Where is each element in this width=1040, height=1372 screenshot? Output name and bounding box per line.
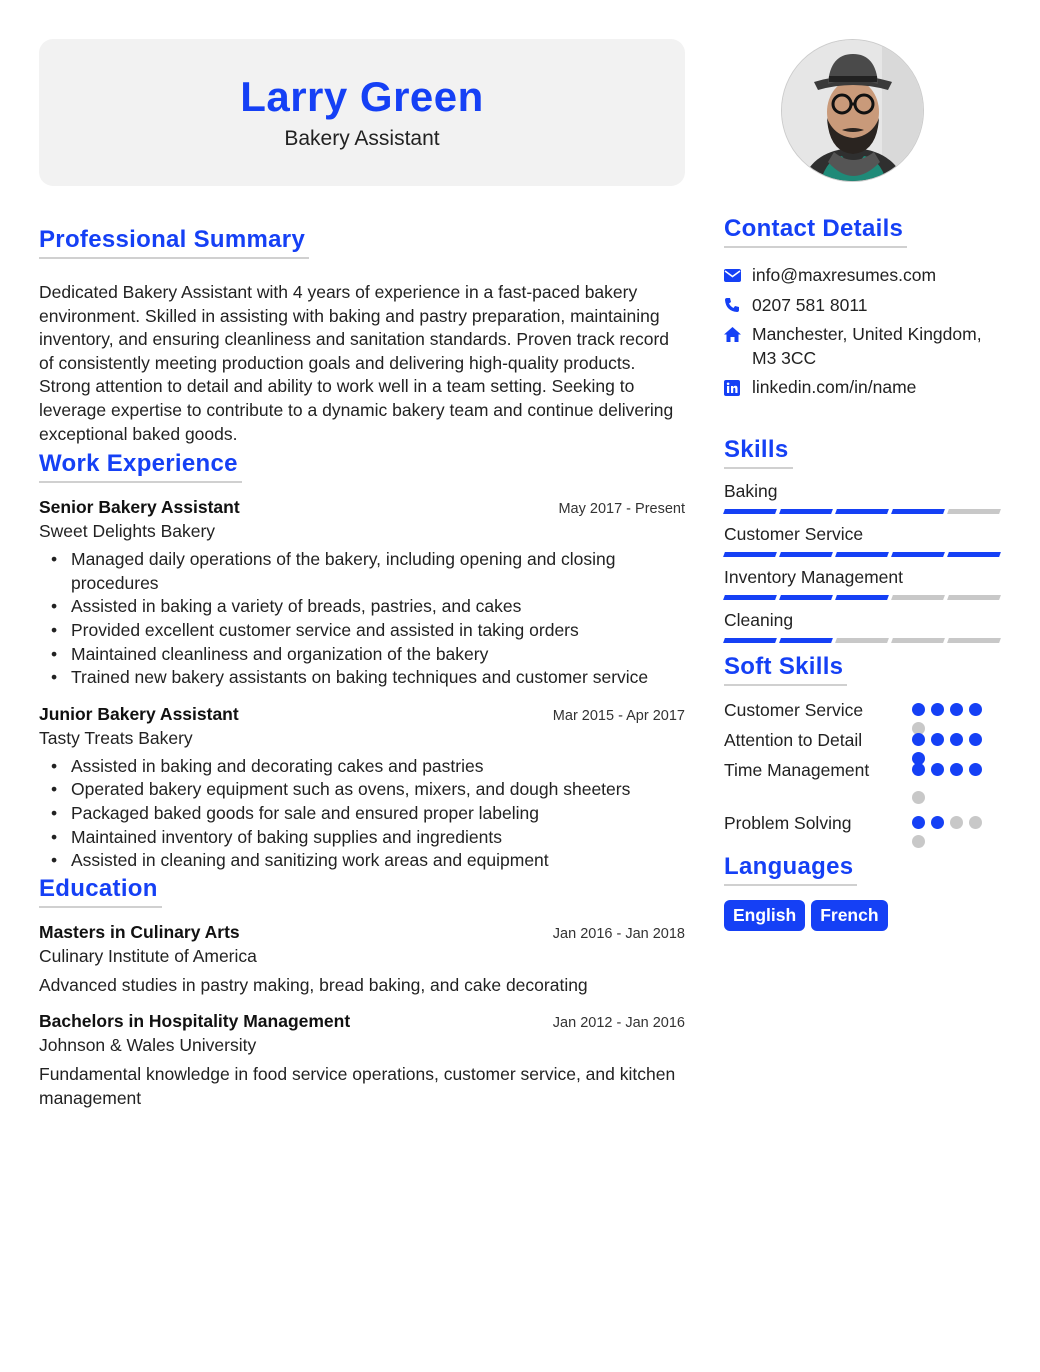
contact-linkedin [724, 376, 1000, 400]
education-entry [39, 922, 685, 998]
skill-level-segment [723, 595, 777, 600]
work-heading: Work Experience [39, 450, 242, 483]
soft-skill-item [724, 760, 1000, 813]
skill-level-segment [947, 552, 1001, 557]
degree-title: Masters in Culinary Arts [39, 921, 240, 942]
skill-level-segment [835, 595, 889, 600]
home-icon [724, 323, 752, 347]
job-entry [39, 704, 685, 873]
skill-level-segment [947, 595, 1001, 600]
rating-dot [931, 733, 944, 746]
job-bullet: • Provided excellent customer service and assisted in taking orders [71, 619, 685, 643]
skill-level-segment [891, 638, 945, 643]
linkedin-icon [724, 376, 752, 400]
job-date: Mar 2015 - Apr 2017 [552, 707, 685, 724]
main-column [39, 39, 685, 1110]
rating-dot [912, 763, 925, 776]
skill-item [724, 524, 1000, 557]
soft-skill-rating [912, 760, 992, 813]
job-bullets [39, 548, 685, 690]
phone-text[interactable]: 0207 581 8011 [752, 294, 868, 315]
skill-level-bar [724, 595, 1000, 600]
school-name: Culinary Institute of America [39, 945, 257, 966]
soft-skill-name: Attention to Detail [724, 729, 863, 750]
job-bullet: • Packaged baked goods for sale and ensured proper labeling [71, 802, 685, 826]
contact-email [724, 264, 1000, 288]
rating-dot [931, 703, 944, 716]
skills-heading: Skills [724, 436, 793, 469]
job-bullet: • Assisted in baking and decorating cakes and pastries [71, 755, 685, 779]
skill-name: Inventory Management [724, 566, 903, 587]
skill-level-segment [891, 509, 945, 514]
soft-skills-heading: Soft Skills [724, 653, 847, 686]
rating-dot [969, 816, 982, 829]
contact-heading: Contact Details [724, 215, 907, 248]
skill-level-segment [835, 638, 889, 643]
job-bullet: • Trained new bakery assistants on baking techniques and customer service [71, 666, 685, 690]
skill-item [724, 481, 1000, 514]
education-heading: Education [39, 875, 162, 908]
education-date: Jan 2012 - Jan 2016 [552, 1015, 685, 1032]
avatar-illustration [782, 40, 924, 182]
skill-item [724, 610, 1000, 643]
skill-level-segment [891, 552, 945, 557]
rating-dot [950, 733, 963, 746]
language-pill: English [724, 900, 805, 931]
skill-level-segment [891, 595, 945, 600]
education-date: Jan 2016 - Jan 2018 [552, 925, 685, 942]
skills-list [724, 481, 1000, 643]
rating-dot [931, 816, 944, 829]
job-bullet: • Assisted in baking a variety of breads, pastries, and cakes [71, 595, 685, 619]
skill-level-bar [724, 638, 1000, 643]
job-company: Tasty Treats Bakery [39, 727, 193, 748]
candidate-name: Larry Green [240, 73, 484, 121]
rating-dot [931, 763, 944, 776]
job-bullet: • Maintained inventory of baking supplies and ingredients [71, 826, 685, 850]
education-description: Advanced studies in pastry making, bread baking, and cake decorating [39, 974, 588, 995]
soft-skill-rating [912, 700, 992, 730]
skill-level-segment [779, 509, 833, 514]
rating-dot [912, 733, 925, 746]
skill-name: Customer Service [724, 523, 864, 544]
skill-level-bar [724, 509, 1000, 514]
address-text: Manchester, United Kingdom, M3 3CC [752, 324, 982, 368]
envelope-icon [724, 264, 752, 288]
job-title: Senior Bakery Assistant [39, 497, 240, 518]
profile-photo [781, 39, 924, 182]
skill-level-segment [779, 638, 833, 643]
skill-level-segment [723, 638, 777, 643]
contact-address [724, 323, 1000, 370]
job-bullet: • Assisted in cleaning and sanitizing work areas and equipment [71, 849, 685, 873]
languages-list [724, 900, 1000, 931]
rating-dot [969, 733, 982, 746]
summary-heading: Professional Summary [39, 226, 309, 259]
soft-skill-item [724, 730, 1000, 760]
skill-name: Baking [724, 480, 778, 501]
rating-dot [950, 816, 963, 829]
phone-icon [724, 294, 752, 318]
soft-skill-rating [912, 730, 992, 760]
resume-header [39, 39, 685, 186]
job-bullet: • Maintained cleanliness and organization of the bakery [71, 643, 685, 667]
job-date: May 2017 - Present [558, 501, 685, 518]
job-bullets [39, 755, 685, 873]
skill-level-segment [947, 509, 1001, 514]
job-company: Sweet Delights Bakery [39, 521, 216, 542]
skill-item [724, 567, 1000, 600]
rating-dot [912, 703, 925, 716]
soft-skill-name: Customer Service [724, 699, 864, 720]
school-name: Johnson & Wales University [39, 1035, 257, 1056]
skill-level-segment [947, 638, 1001, 643]
email-text[interactable]: info@maxresumes.com [752, 265, 937, 285]
skill-level-segment [835, 552, 889, 557]
skill-name: Cleaning [724, 609, 794, 630]
rating-dot [950, 703, 963, 716]
soft-skill-item [724, 700, 1000, 730]
rating-dot [969, 763, 982, 776]
rating-dot [912, 816, 925, 829]
skill-level-segment [723, 552, 777, 557]
job-bullet: • Operated bakery equipment such as ovens, mixers, and dough sheeters [71, 778, 685, 802]
degree-title: Bachelors in Hospitality Management [39, 1011, 351, 1032]
rating-dot [950, 763, 963, 776]
rating-dot [912, 791, 925, 804]
rating-dot [912, 835, 925, 848]
contact-phone [724, 294, 1000, 318]
skill-level-segment [779, 595, 833, 600]
soft-skill-name: Problem Solving [724, 812, 852, 833]
language-pill: French [811, 900, 887, 931]
contact-list [724, 264, 1000, 400]
job-bullet: • Managed daily operations of the bakery, including opening and closing procedures [71, 548, 685, 595]
job-title: Junior Bakery Assistant [39, 703, 239, 724]
skill-level-segment [723, 509, 777, 514]
soft-skill-name: Time Management [724, 759, 870, 780]
skill-level-segment [779, 552, 833, 557]
summary-text: Dedicated Bakery Assistant with 4 years of experience in a fast-paced bakery environment. Skilled in assisting with baking and pastry preparation, maintaining inventory, and ensuring cleanliness and sanitation standards. Proven track record of consistently meeting production goals and delivering high-quality products. Strong attention to detail and ability to work well in a team setting. Seeking to leverage expertise to contribute to a dynamic bakery team and continue delivering exceptional baked goods. [39, 282, 674, 444]
languages-heading: Languages [724, 853, 857, 886]
skill-level-bar [724, 552, 1000, 557]
linkedin-text[interactable]: linkedin.com/in/name [752, 377, 917, 398]
education-description: Fundamental knowledge in food service operations, customer service, and kitchen management [39, 1064, 676, 1108]
job-entry [39, 497, 685, 690]
candidate-role: Bakery Assistant [284, 126, 440, 150]
soft-skill-item [724, 813, 1000, 843]
education-entry [39, 1011, 685, 1110]
soft-skill-rating [912, 813, 992, 843]
soft-skills-list [724, 700, 1000, 843]
skill-level-segment [835, 509, 889, 514]
sidebar-column [724, 39, 1000, 931]
rating-dot [969, 703, 982, 716]
